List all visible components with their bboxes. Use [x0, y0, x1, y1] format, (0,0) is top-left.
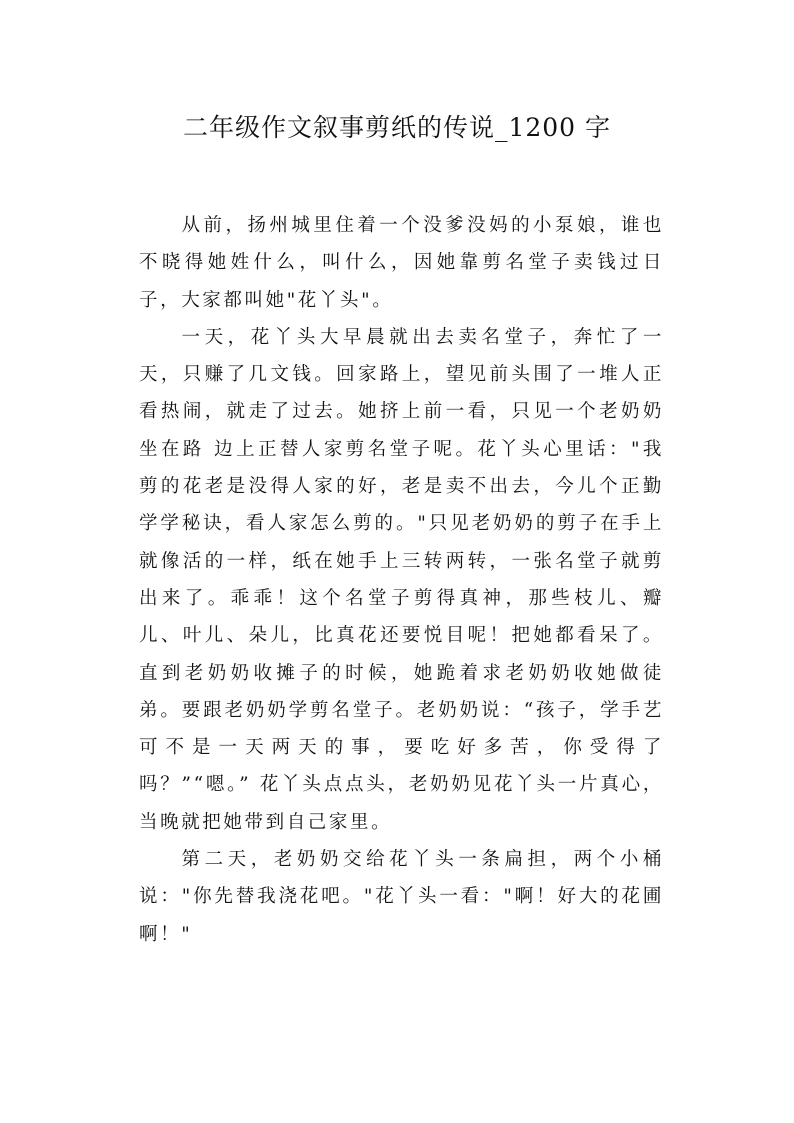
paragraph-3: 第二天，老奶奶交给花丫头一条扁担，两个小桶说："你先替我浇花吧。"花丫头一看："啊！好大的花圃啊！" [139, 849, 664, 945]
paragraph-1: 从前，扬州城里住着一个没爹没妈的小泵娘，谁也不晓得她姓什么，叫什么，因她靠剪名堂子卖钱过日子，大家都叫她"花丫头"。 [139, 215, 664, 311]
document-body [139, 207, 664, 953]
paragraph-2: 一天，花丫头大早晨就出去卖名堂子，奔忙了一天，只赚了几文钱。回家路上，望见前头围了一堆人正看热闹，就走了过去。她挤上前一看，只见一个老奶奶坐在路 边上正替人家剪名堂子呢。花丫头心里话："我剪的花老是没得人家的好，老是卖不出去，今儿个正勤学学秘诀，看人家怎么剪的。"只见老奶奶的剪子在手上就像活的一样，纸在她手上三转两转，一张名堂子就剪出来了。乖乖！这个名堂子剪得真神，那些枝儿、瓣儿、叶儿、朵儿，比真花还要悦目呢！把她都看呆了。直到老奶奶收摊子的时候，她跪着求老奶奶收她做徒弟。要跟老奶奶学剪名堂子。老奶奶说：“孩子，学手艺可不是一天两天的事，要吃好多苦，你受得了吗？”“嗯。” 花丫头点点头，老奶奶见花丫头一片真心，当晚就把她带到自己家里。 [139, 326, 664, 833]
document-title: 二年级作文叙事剪纸的传说_1200 字 [182, 113, 612, 142]
